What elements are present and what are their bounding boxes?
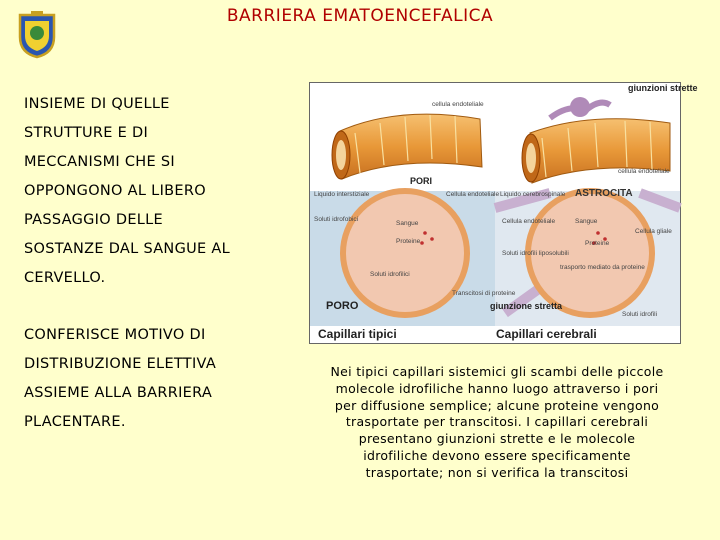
caption-line-2: molecole idrofiliche hanno luogo attraverso i pori bbox=[335, 380, 659, 396]
caption-line-1: Nei tipici capillari sistemici gli scambi delle piccole bbox=[330, 364, 664, 379]
typical-capillary-tube bbox=[332, 114, 482, 179]
left-text-line-2: STRUTTURE E DI bbox=[24, 125, 149, 141]
label-sangue-left: Sangue bbox=[396, 220, 419, 227]
left-text-line-11: PLACENTARE. bbox=[24, 414, 126, 430]
left-text-line-9: DISTRIBUZIONE ELETTIVA bbox=[24, 356, 217, 372]
left-text-line-1: INSIEME DI QUELLE bbox=[24, 96, 170, 112]
label-trasporto-mediato: trasporto mediato da proteine bbox=[560, 264, 645, 271]
label-cellula-endoteliale-left: Cellula endoteliale bbox=[446, 191, 500, 198]
label-astrocita: ASTROCITA bbox=[575, 188, 633, 199]
label-cellula-gliale: Cellula gliale bbox=[635, 228, 672, 235]
label-soluti-idrofili-right: Soluti idrofili bbox=[622, 311, 658, 318]
figure-caption bbox=[322, 364, 672, 482]
label-proteine-left: Proteine bbox=[396, 238, 421, 245]
left-text-line-5: PASSAGGIO DELLE bbox=[24, 212, 163, 228]
label-cellula-endoteliale-top: cellula endoteliale bbox=[432, 101, 484, 108]
label-cellula-endoteliale-right: cellula endoteliale bbox=[618, 168, 670, 175]
label-capillari-cerebrali: Capillari cerebrali bbox=[496, 327, 597, 341]
left-text-line-10: ASSIEME ALLA BARRIERA bbox=[24, 385, 213, 401]
left-text-line-7: CERVELLO. bbox=[24, 270, 106, 286]
caption-line-6: idrofiliche devono essere specificamente bbox=[363, 447, 631, 463]
left-text-line-4: OPPONGONO AL LIBERO bbox=[24, 183, 206, 199]
label-giunzione-stretta: giunzione stretta bbox=[490, 301, 563, 311]
label-proteine-right: Proteine bbox=[585, 240, 610, 247]
caption-line-7: trasportate; non si verifica la transcitosi bbox=[365, 464, 629, 480]
label-liquido-cerebrospinale: Liquido cerebrospinale bbox=[500, 191, 566, 198]
caption-line-4: trasportate per transcitosi. I capillari cerebrali bbox=[345, 414, 649, 430]
label-transcitosi: Transcitosi di proteine bbox=[452, 290, 516, 297]
capillary-diagram bbox=[309, 82, 698, 344]
label-cellula-endoteliale-mid: Cellula endoteliale bbox=[502, 218, 556, 225]
coat-of-arms-logo bbox=[17, 9, 57, 59]
caption-line-5: presentano giunzioni strette e le molecole bbox=[358, 431, 636, 447]
label-poro: PORO bbox=[326, 300, 359, 312]
label-liquido-interstiziale: Liquido interstiziale bbox=[314, 191, 370, 198]
label-soluti-idrofili-liposolubili: Soluti idrofili liposolubili bbox=[502, 250, 569, 257]
left-text-line-6: SOSTANZE DAL SANGUE AL bbox=[24, 241, 230, 257]
page-title: BARRIERA EMATOENCEFALICA bbox=[226, 6, 494, 26]
label-giunzioni-strette: giunzioni strette bbox=[628, 83, 698, 93]
label-sangue-right: Sangue bbox=[575, 218, 598, 225]
label-capillari-tipici: Capillari tipici bbox=[318, 327, 397, 341]
label-soluti-idrofilici-left: Soluti idrofilici bbox=[370, 271, 410, 278]
left-text-line-3: MECCANISMI CHE SI bbox=[24, 154, 175, 170]
caption-line-3: per diffusione semplice; alcune proteine vengono bbox=[334, 397, 660, 413]
label-soluti-idrofobici: Soluti idrofobici bbox=[314, 216, 359, 223]
left-text-line-8: CONFERISCE MOTIVO DI bbox=[24, 327, 206, 343]
label-pori: PORI bbox=[410, 176, 433, 186]
